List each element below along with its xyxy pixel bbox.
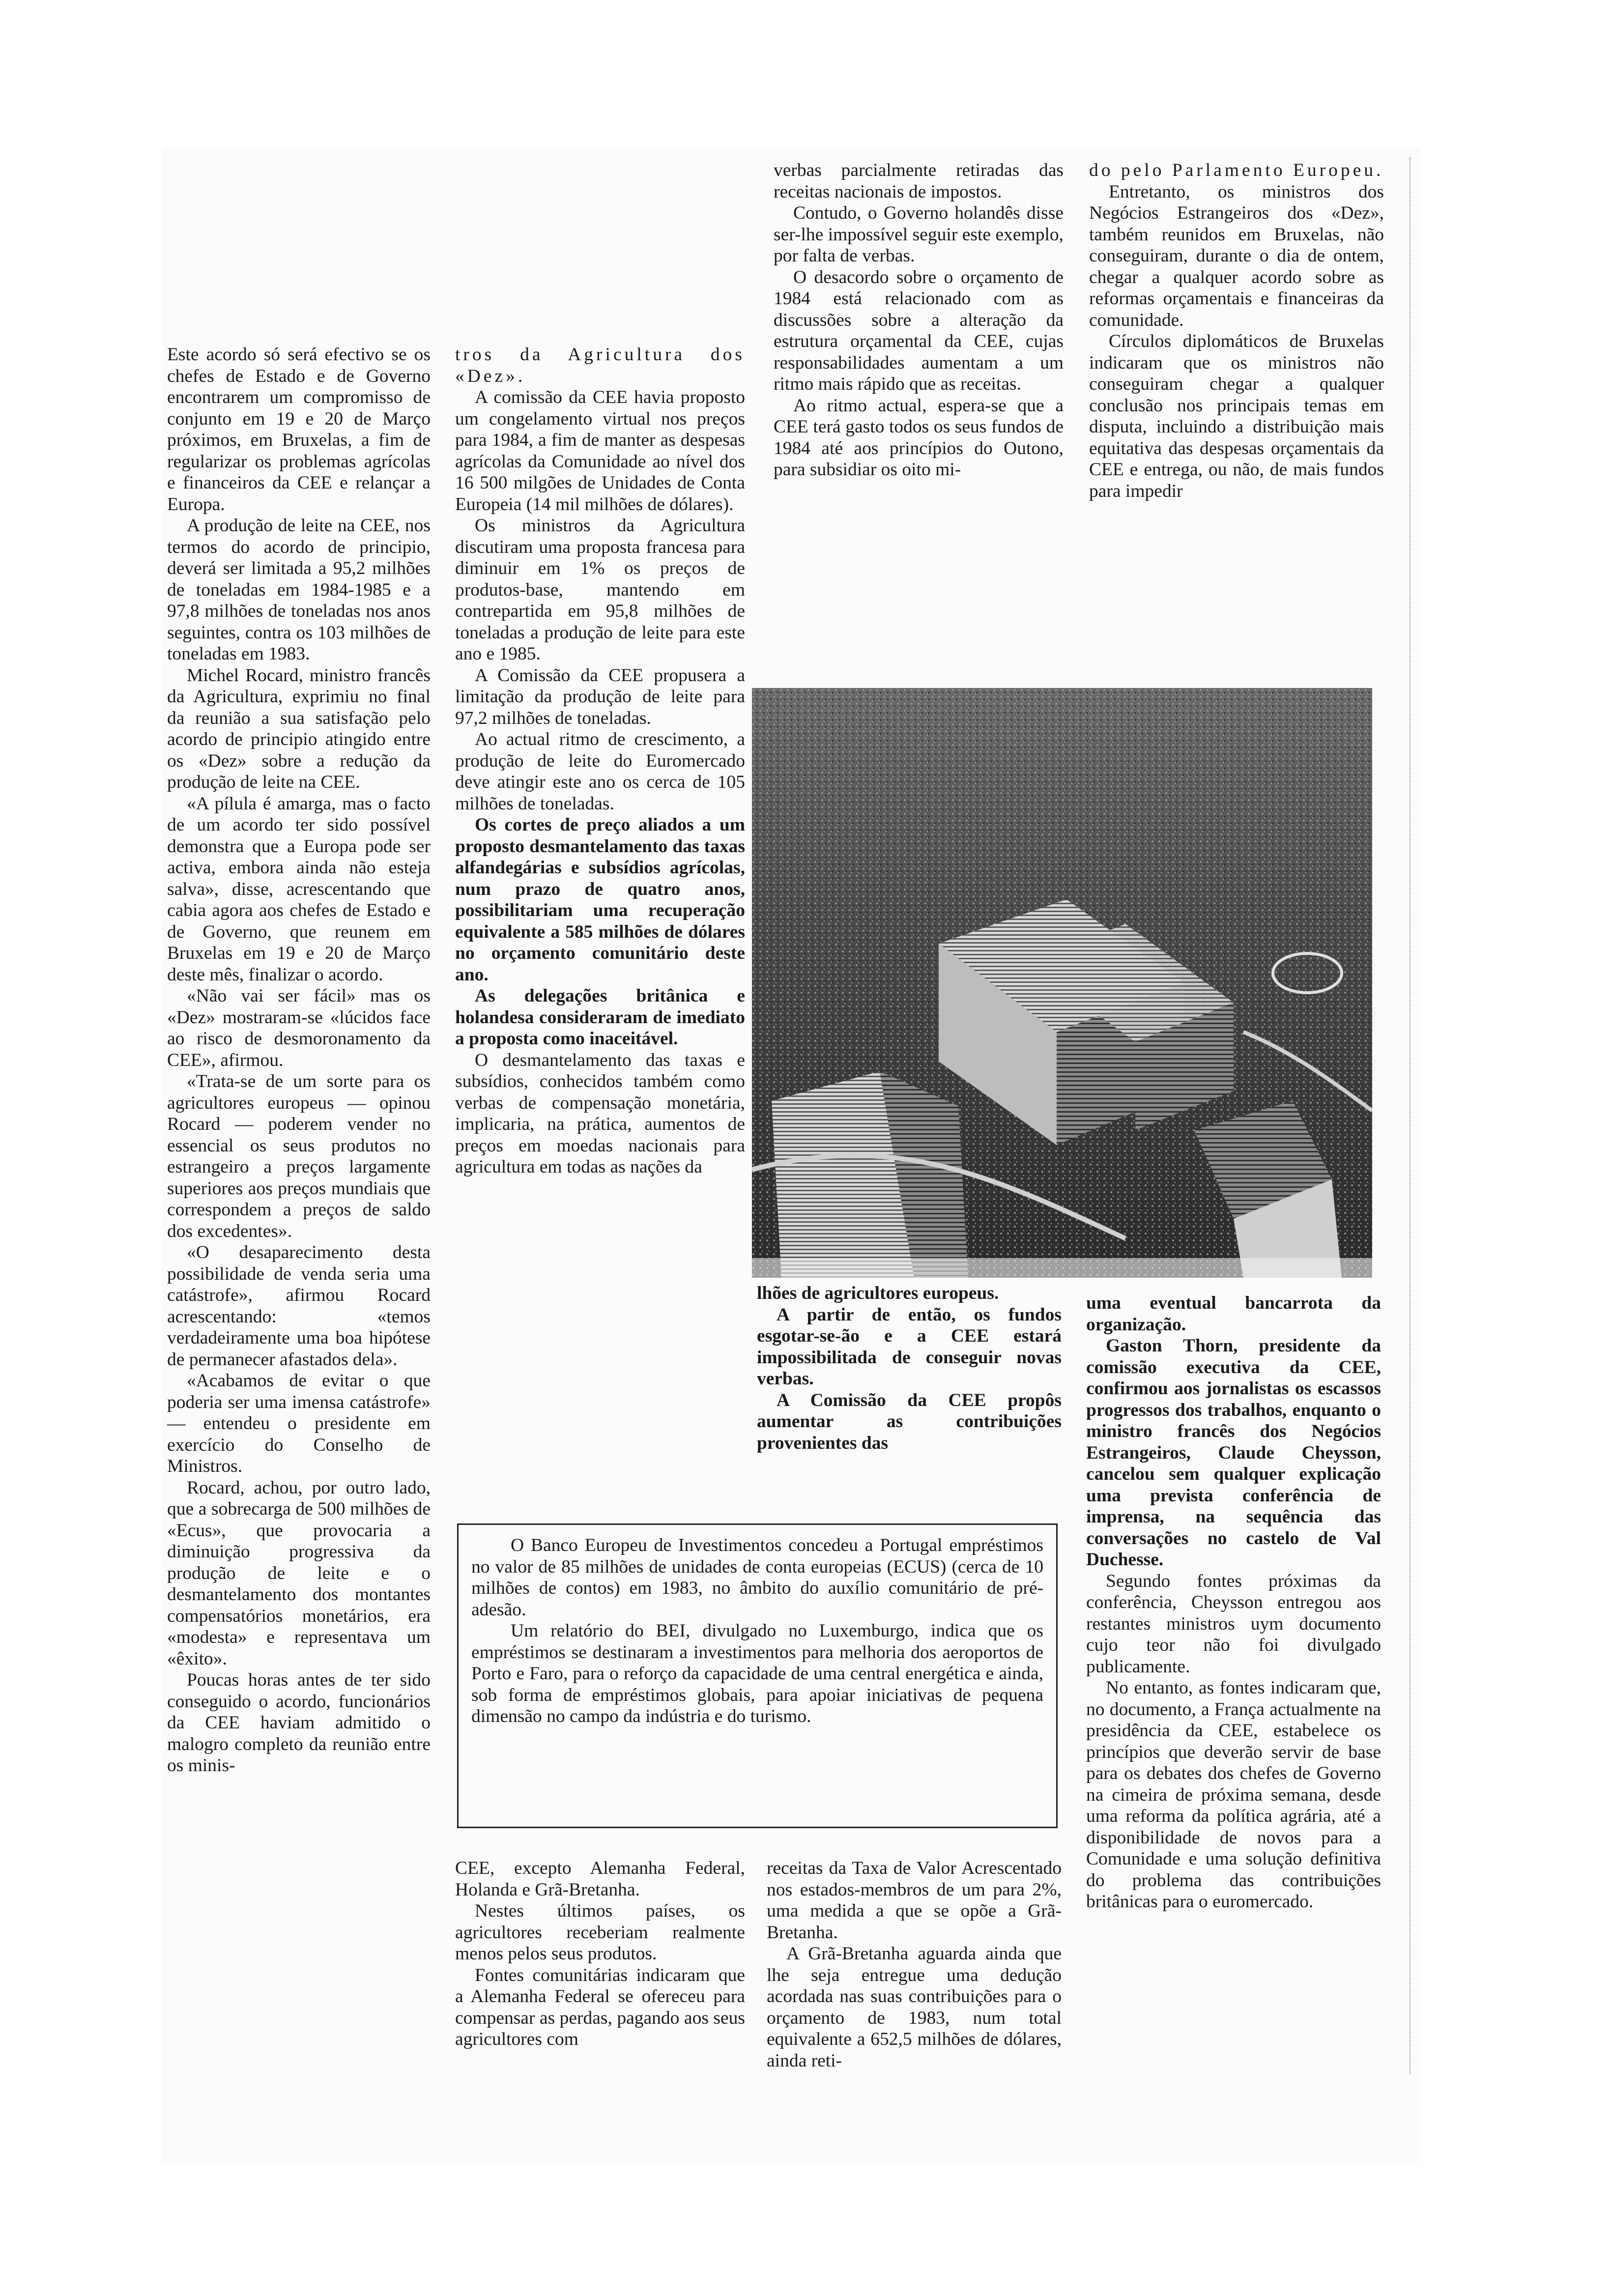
paragraph: Ao ritmo actual, espera-se que a CEE terá gasto todos os seus fundos de 1984 até aos princípios do Outono, para subsidiar os oito mi- [774,395,1064,480]
paragraph: receitas da Taxa de Valor Acrescentado nos estados-membros de um para 2%, uma medida a que se opõe a Grã-Bretanha. [767,1858,1062,1943]
paragraph: O Banco Europeu de Investimentos concedeu a Portugal empréstimos no valor de 85 milhões de unidades de conta europeias (ECUS) (cerca de 10 milhões de contos) em 1983, no âmbito do auxílio comunitário de pré-adesão. [471,1535,1043,1620]
paragraph: Um relatório do BEI, divulgado no Luxemburgo, indica que os empréstimos se destinaram a investimentos para melhoria dos aeroportos de Porto e Faro, para o reforço da capacidade de uma central energética e ainda, sob forma de empréstimos globais, para apoiar iniciativas de pequena dimensão no campo da indústria e do turismo. [471,1621,1043,1726]
aerial-photo [752,688,1372,1278]
paragraph: A Comissão da CEE propôs aumentar as contribuições provenientes das [757,1390,1062,1453]
scan-edge-marks [1405,157,1410,2074]
paragraph: Contudo, o Governo holandês disse ser-lhe impossível seguir este exemplo, por falta de verbas. [774,203,1064,266]
paragraph: Poucas horas antes de ter sido conseguido o acordo, funcionários da CEE haviam admitido o malogro completo da reunião entre os minis- [167,1670,431,1776]
paragraph: verbas parcialmente retiradas das receitas nacionais de impostos. [774,160,1064,202]
paragraph: «Não vai ser fácil» mas os «Dez» mostraram-se «lúcidos face ao risco de desmoronamento da CEE», afirmou. [167,986,431,1070]
article-column-4-top [1089,160,1384,681]
paragraph: tros da Agricultura dos «Dez». [455,344,745,386]
aerial-photo-icon [752,688,1372,1278]
paragraph: A partir de então, os fundos esgotar-se-ão e a CEE estará impossibilitada de conseguir novas verbas. [757,1304,1062,1389]
article-column-2-bottom [455,1858,745,2133]
paragraph: A Comissão da CEE propusera a limitação da produção de leite para 97,2 milhões de toneladas. [455,665,745,728]
article-column-3-mid [757,1283,1062,1509]
paragraph: Ao actual ritmo de crescimento, a produção de leite do Euromercado deve atingir este ano os cerca de 105 milhões de toneladas. [455,729,745,814]
paragraph: «Acabamos de evitar o que poderia ser uma imensa catástrofe» — entendeu o presidente em exercício do Conselho de Ministros. [167,1371,431,1476]
paragraph: Este acordo só será efectivo se os chefes de Estado e de Governo encontrarem um compromisso de conjunto em 19 e 20 de Março próximos, em Bruxelas, a fim de regularizar os problemas agrícolas e financeiros da CEE e relançar a Europa. [167,344,431,515]
paragraph: CEE, excepto Alemanha Federal, Holanda e Grã-Bretanha. [455,1858,745,1900]
paragraph: Nestes últimos países, os agricultores receberiam realmente menos pelos seus produtos. [455,1901,745,1964]
paragraph: Círculos diplomáticos de Bruxelas indicaram que os ministros não conseguiram chegar a qualquer conclusão nos principais temas em disputa, incluindo a distribuição mais equitativa das despesas orçamentais da CEE e entrega, ou não, de mais fundos para impedir [1089,331,1384,501]
paragraph: lhões de agricultores europeus. [757,1283,999,1303]
paragraph: do pelo Parlamento Europeu. [1089,160,1384,180]
paragraph: A Grã-Bretanha aguarda ainda que lhe seja entregue uma dedução acordada nas suas contribuições para o orçamento de 1983, num total equivalente a 652,5 milhões de dólares, ainda reti- [767,1944,1062,2071]
article-column-4-mid [1086,1292,1381,2157]
paragraph: Michel Rocard, ministro francês da Agricultura, exprimiu no final da reunião a sua satisfação pelo acordo de principio atingido entre os «Dez» sobre a redução da produção de leite na CEE. [167,665,431,792]
paragraph: A produção de leite na CEE, nos termos do acordo de principio, deverá ser limitada a 95,2 milhões de toneladas em 1984-1985 e a 97,8 milhões de toneladas nos anos seguintes, contra os 103 milhões de toneladas em 1983. [167,516,431,664]
paragraph: Segundo fontes próximas da conferência, Cheysson entregou aos restantes ministros uym documento cujo teor não foi divulgado publicamente. [1086,1571,1381,1677]
paragraph: Gaston Thorn, presidente da comissão executiva da CEE, confirmou aos jornalistas os escassos progressos dos trabalhos, enquanto o ministro francês dos Negócios Estrangeiros, Claude Cheysson, cancelou sem qualquer explicação uma prevista conferência de imprensa, na sequência das conversações no castelo de Val Duchesse. [1086,1336,1381,1570]
paragraph: Os ministros da Agricultura discutiram uma proposta francesa para diminuir em 1% os preços de produtos-base, mantendo em contrepartida em 95,8 milhões de toneladas a produção de leite para este ano e 1985. [455,516,745,664]
paragraph: «Trata-se de um sorte para os agricultores europeus — opinou Rocard — poderem vender no essencial os seus produtos no estrangeiro a preços largamente superiores aos preços mundiais que correspondem a preços de saldo dos excedentes». [167,1071,431,1241]
paragraph: «A pílula é amarga, mas o facto de um acordo ter sido possível demonstra que a Europa pode ser activa, embora ainda não esteja salva», disse, acrescentando que cabia agora aos chefes de Estado e de Governo, que reunem em Bruxelas em 19 e 20 de Março deste mês, finalizar o acordo. [167,793,431,985]
paragraph: O desacordo sobre o orçamento de 1984 está relacionado com as discussões sobre a alteração da estrutura orçamental da CEE, cujas responsabilidades aumentam a um ritmo mais rápido que as receitas. [774,267,1064,394]
article-column-2-top [455,344,745,1504]
paragraph: As delegações britânica e holandesa consideraram de imediato a proposta como inaceitável. [455,986,745,1049]
paragraph: Fontes comunitárias indicaram que a Alemanha Federal se ofereceu para compensar as perdas, pagando aos seus agricultores com [455,1965,745,2049]
paragraph: A comissão da CEE havia proposto um congelamento virtual nos preços para 1984, a fim de manter as despesas agrícolas da Comunidade ao nível dos 16 500 milgões de Unidades de Conta Europeia (14 mil milhões de dólares). [455,387,745,515]
paragraph: «O desaparecimento desta possibilidade de venda seria uma catástrofe», afirmou Rocard acrescentando: «temos verdadeiramente uma boa hipótese de permanecer afastados dela». [167,1242,431,1370]
boxed-news-item [457,1523,1058,1828]
paragraph: uma eventual bancarrota da organização. [1086,1293,1381,1335]
article-column-1 [167,344,431,2182]
paragraph: Rocard, achou, por outro lado, que a sobrecarga de 500 milhões de «Ecus», que provocaria a diminuição progressiva da produção de leite e o desmantelamento dos montantes compensatórios monetários, era «modesta» e representava um «êxito». [167,1477,431,1669]
article-column-3-top [774,160,1064,681]
paragraph: Entretanto, os ministros dos Negócios Estrangeiros dos «Dez», também reunidos em Bruxelas, não conseguiram, durante o dia de ontem, chegar a qualquer acordo sobre as reformas orçamentais e financeiras da comunidade. [1089,181,1384,330]
paragraph: No entanto, as fontes indicaram que, no documento, a França actualmente na presidência da CEE, estabelece os princípios que deverão servir de base para os debates dos chefes de Governo na cimeira de próxima semana, desde uma reforma da política agrária, até a disponibilidade de novos para a Comunidade e uma solução definitiva do problema das contribuições britânicas para o euromercado. [1086,1678,1381,1912]
article-column-3-bottom [767,1858,1062,2133]
paragraph: Os cortes de preço aliados a um proposto desmantelamento das taxas alfandegárias e subsídios agrícolas, num prazo de quatro anos, possibilitariam uma recuperação equivalente a 585 milhões de dólares no orçamento comunitário deste ano. [455,815,745,985]
paragraph: O desmantelamento das taxas e subsídios, conhecidos também como verbas de compensação monetária, implicaria, na prática, aumentos de preços em moedas nacionais para agricultura em todas as nações da [455,1050,745,1177]
